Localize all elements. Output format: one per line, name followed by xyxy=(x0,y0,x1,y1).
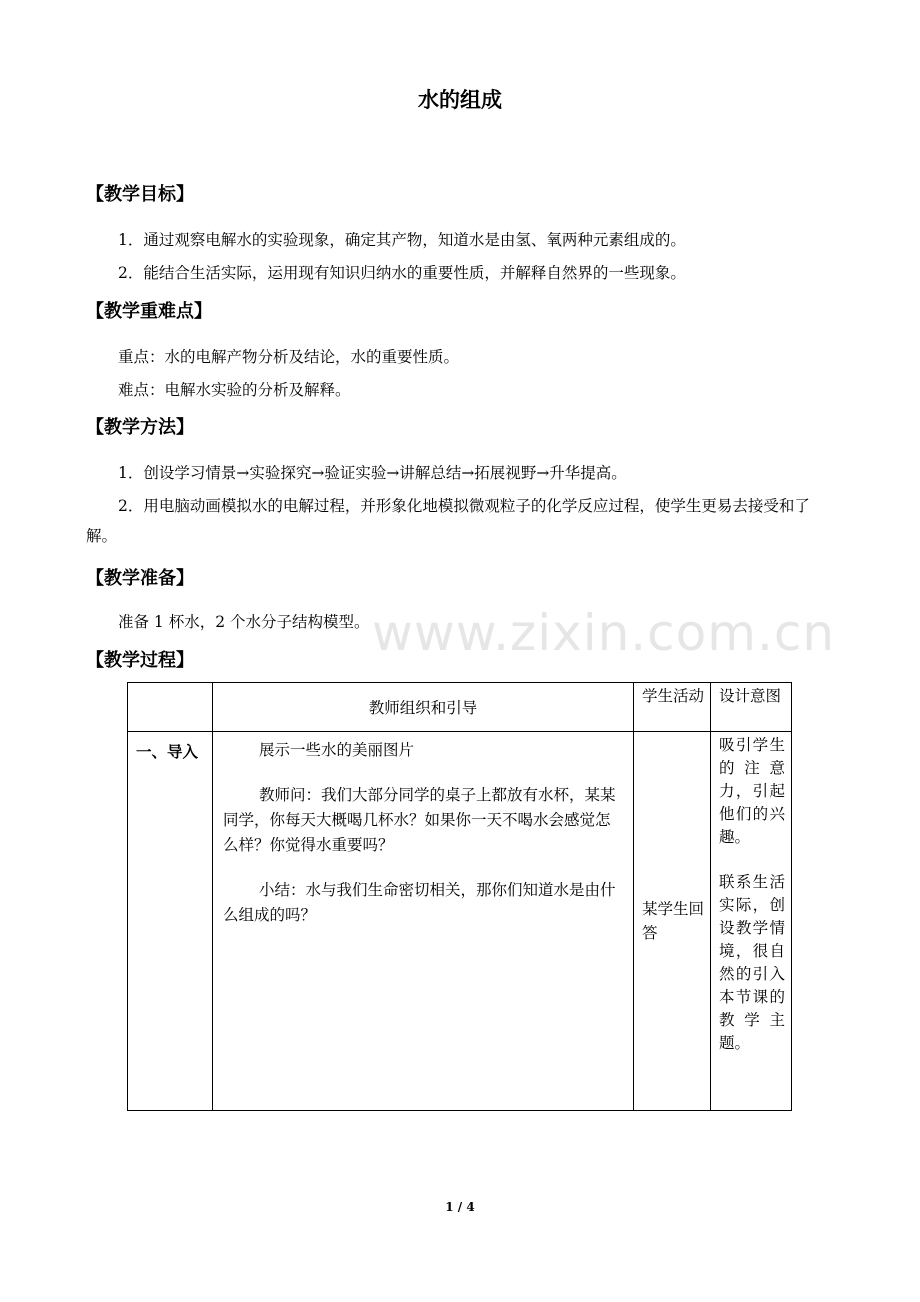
design-intent-cell xyxy=(711,732,792,1111)
process-table xyxy=(127,682,792,1111)
goal-item-1: 1．通过观察电解水的实验现象，确定其产物，知道水是由氢、氧两种元素组成的。 xyxy=(118,231,686,249)
stage-cell: 一、导入 xyxy=(128,732,213,1111)
section-heading-methods: 【教学方法】 xyxy=(86,417,194,438)
section-heading-keypoints: 【教学重难点】 xyxy=(86,301,212,322)
goal-item-2: 2．能结合生活实际，运用现有知识归纳水的重要性质，并解释自然界的一些现象。 xyxy=(118,264,686,282)
header-cell-stage xyxy=(128,683,213,732)
page-number: 1 / 4 xyxy=(445,1200,475,1214)
guide-paragraph-1: 展示一些水的美丽图片 xyxy=(259,741,415,759)
watermark: www.zixin.com.cn xyxy=(372,604,836,662)
intent-paragraph-1: 吸引学生的注意力，引起他们的兴趣。 xyxy=(719,736,785,846)
header-cell-student: 学生活动 xyxy=(634,683,711,732)
document-title: 水的组成 xyxy=(418,88,502,112)
keypoint-item-2: 难点：电解水实验的分析及解释。 xyxy=(118,381,351,399)
table-row xyxy=(128,732,792,1111)
header-cell-guide: 教师组织和引导 xyxy=(213,683,634,732)
header-cell-intent: 设计意图 xyxy=(711,683,792,732)
method-item-2: 2．用电脑动画模拟水的电解过程，并形象化地模拟微观粒子的化学反应过程，使学生更易去接受和了解。 xyxy=(86,497,810,545)
method-item-1: 1．创设学习情景→实验探究→验证实验→讲解总结→拓展视野→升华提高。 xyxy=(118,464,627,482)
section-heading-prep: 【教学准备】 xyxy=(86,568,194,589)
guide-paragraph-3: 小结：水与我们生命密切相关，那你们知道水是由什么组成的吗？ xyxy=(223,881,616,924)
table-header-row xyxy=(128,683,792,732)
intent-paragraph-2: 联系生活实际，创设教学情境，很自然的引入本节课的教学主题。 xyxy=(719,873,785,1052)
guide-cell xyxy=(213,732,634,1111)
guide-paragraph-2: 教师问：我们大部分同学的桌子上都放有水杯，某某同学，你每天大概喝几杯水？如果你一天不喝水会感觉怎么样？你觉得水重要吗？ xyxy=(223,786,616,854)
prep-item-1: 准备 1 杯水，2 个水分子结构模型。 xyxy=(118,613,370,631)
keypoint-item-1: 重点：水的电解产物分析及结论，水的重要性质。 xyxy=(118,348,460,366)
student-activity-cell: 某学生回答 xyxy=(634,732,711,1111)
section-heading-goals: 【教学目标】 xyxy=(86,184,194,205)
section-heading-process: 【教学过程】 xyxy=(86,650,194,671)
